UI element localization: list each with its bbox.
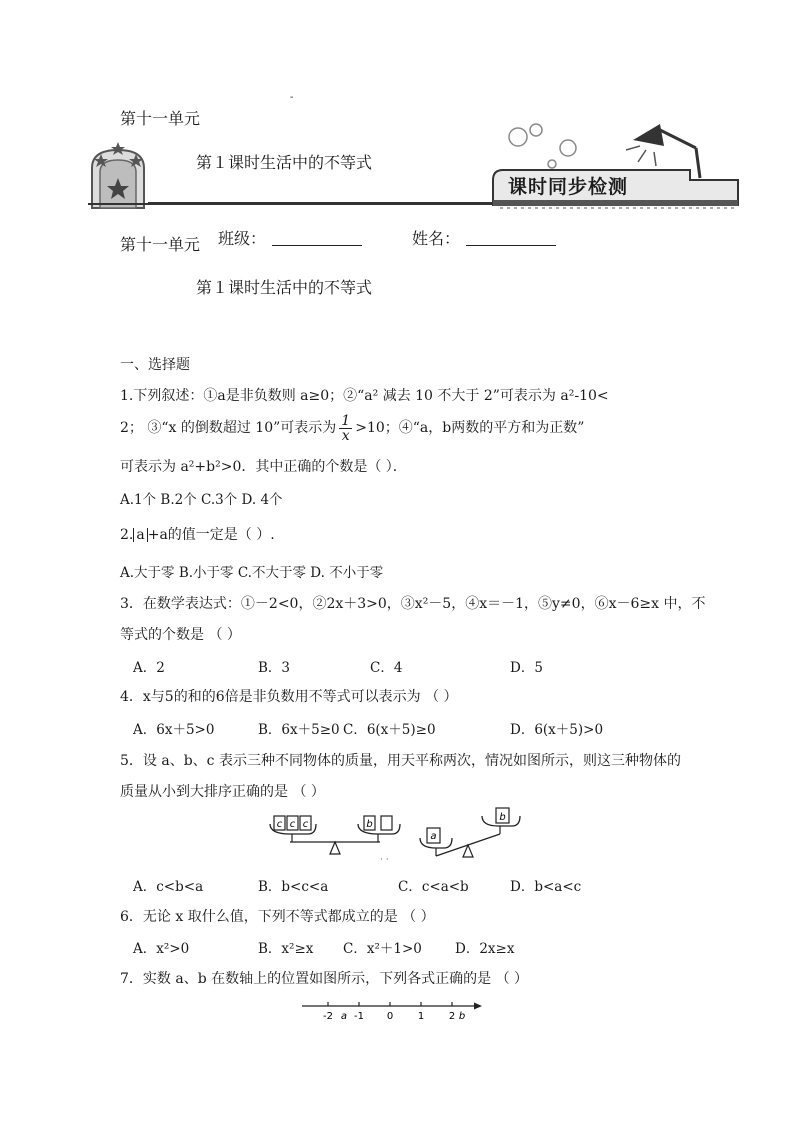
q5-option-d: D．b<a<c [510,879,582,895]
q4-option-c: C．6(x＋5)≥0 [343,722,436,738]
q3-option-d: D．5 [510,660,543,676]
axis-label-neg2: -2 [323,1011,333,1022]
dash-mark: - [290,92,294,103]
q4-option-b: B．6x＋5≥0 [258,722,340,738]
balance-scale-left [270,816,400,864]
unit-title: 第十一单元 [120,109,201,128]
q6-option-c: C．x²＋1>0 [343,941,422,957]
q4-option-a: A．6x＋5>0 [133,722,215,738]
name-label: 姓名： [412,229,461,248]
unit-title-2: 第十一单元 [120,235,201,254]
fig-label-b1: b [366,819,373,830]
q6-line1: 6．无论 x 取什么值，下列不等式都成立的是 （ ） [120,909,435,925]
q3-line2: 等式的个数是 （ ） [120,627,241,643]
q3-option-b: B．3 [258,660,291,676]
axis-label-1: 1 [417,1011,425,1022]
section-title: 一、选择题 [120,357,190,373]
q4-line1: 4．x与5的和的6倍是非负数用不等式可以表示为 （ ） [120,689,458,705]
balance-figure [260,802,540,864]
name-field [412,226,556,249]
q1-line1: 1.下列叙述：①a是非负数则 a≥0；②“a² 减去 10 不大于 2”可表示为 a²-10< [120,388,609,404]
banner-graphic [0,120,794,215]
axis-label-2: 2 [448,1011,456,1022]
q5-line2: 质量从小到大排序正确的是 （ ） [120,784,325,800]
q3-line1: 3．在数学表达式：①－2<0，②2x＋3>0，③x²－5，④x＝－1，⑤y≠0，⑥x－6≥x 中，不 [120,596,706,612]
banner-rule [148,202,493,205]
q6-option-a: A．x²>0 [133,941,190,957]
q6-option-b: B．x²≥x [258,941,314,957]
q4-option-d: D．6(x＋5)>0 [510,722,604,738]
q2-prefix: 2. [120,527,134,543]
q2-abs-value: a [133,528,147,542]
q1-line3: 可表示为 a²+b²>0．其中正确的个数是（ ）． [120,459,407,475]
lesson-title: 第１课时生活中的不等式 [196,153,373,172]
number-line-figure [298,998,488,1026]
number-line-arrow-icon [474,1003,482,1010]
balance-scale-right [420,808,520,857]
q6-option-d: D．2x≥x [455,941,515,957]
q2-options: A.大于零 B.小于零 C.不大于零 D. 不小于零 [120,565,384,581]
star-badge-icon [88,142,148,208]
fig-label-c3: c [302,819,309,830]
q3-option-c: C．4 [370,660,403,676]
lesson-title-2: 第１课时生活中的不等式 [196,278,373,297]
name-blank [466,231,556,246]
class-field [218,226,362,249]
q7-line1: 7．实数 a、b 在数轴上的位置如图所示，下列各式正确的是 （ ） [120,971,529,987]
class-blank [272,231,362,246]
q2-rest: +a的值一定是（ ）. [147,527,275,543]
q5-option-c: C．c<a<b [398,879,469,895]
q5-option-a: A．c<b<a [133,879,204,895]
axis-label-neg1: -1 [354,1011,364,1022]
axis-label-b: b [458,1011,466,1022]
banner-label: 课时同步检测 [508,176,629,198]
fig-label-c2: c [289,819,296,830]
q2-line [120,524,275,544]
q1-line2a: 2； ③“x 的倒数超过 10”可表示为 [120,420,337,436]
q1-options: A.1个 B.2个 C.3个 D. 4个 [120,492,283,508]
class-label: 班级： [218,229,267,248]
fig-label-c1: c [276,819,283,830]
svg-text:· ·: · · [380,855,389,864]
q5-line1: 5．设 a、b、c 表示三种不同物体的质量，用天平称两次，情况如图所示，则这三种物体的 [120,753,681,769]
q3-option-a: A．2 [133,660,165,676]
frac-numerator: 1 [341,412,351,429]
fig-label-a: a [430,831,437,842]
q1-fraction [339,414,352,443]
frac-denominator: x [341,427,350,444]
fig-label-b2: b [499,812,506,823]
axis-label-0: 0 [386,1011,394,1022]
q1-line2b: >10；④“a，b两数的平方和为正数” [355,420,585,436]
q5-option-b: B．b<c<a [258,879,329,895]
axis-label-a: a [340,1011,348,1022]
q1-line2 [120,410,584,446]
bubble-icon [509,128,527,146]
